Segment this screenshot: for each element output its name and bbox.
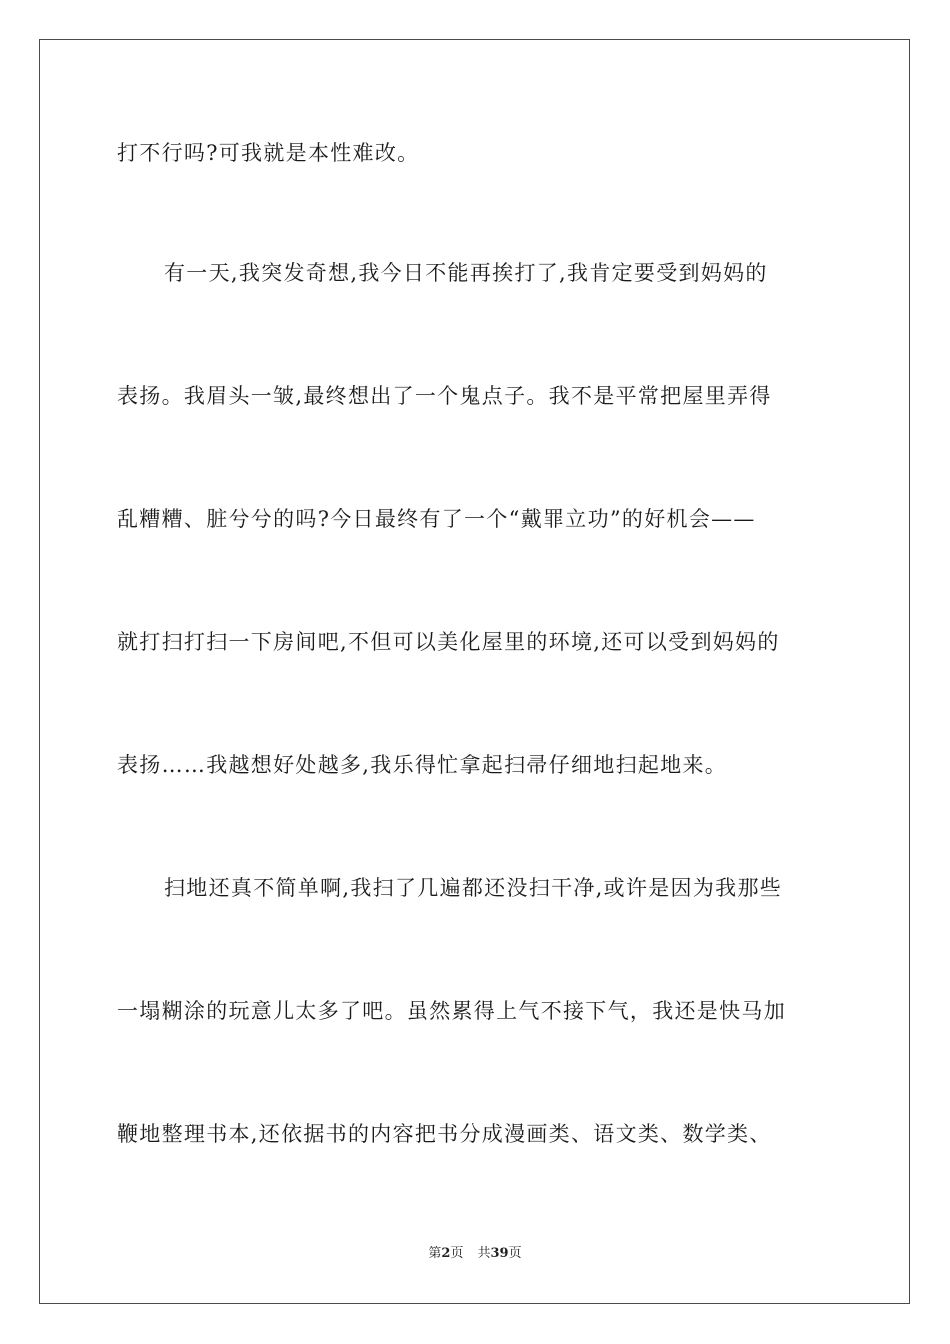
text-line-3: 表扬。我眉头一皱,最终想出了一个鬼点子。我不是平常把屋里弄得	[117, 384, 772, 408]
text-line-9: 鞭地整理书本,还依据书的内容把书分成漫画类、语文类、数学类、	[117, 1122, 772, 1146]
page-footer	[0, 1244, 950, 1264]
text-line-5: 就打扫打扫一下房间吧,不但可以美化屋里的环境,还可以受到妈妈的	[117, 630, 780, 654]
text-line-4: 乱糟糟、脏兮兮的吗?今日最终有了一个“戴罪立功”的好机会——	[117, 507, 756, 531]
text-line-8: 一塌糊涂的玩意儿太多了吧。虽然累得上气不接下气，我还是快马加	[117, 999, 786, 1023]
text-line-2: 有一天,我突发奇想,我今日不能再挨打了,我肯定要受到妈妈的	[164, 261, 768, 285]
page-border	[39, 39, 910, 1304]
text-line-1: 打不行吗?可我就是本性难改。	[117, 141, 420, 165]
text-line-6: 表扬……我越想好处越多,我乐得忙拿起扫帚仔细地扫起地来。	[117, 753, 728, 777]
page-number: 2	[441, 1246, 451, 1261]
page-prefix: 第	[428, 1246, 442, 1261]
text-line-7: 扫地还真不简单啊,我扫了几遍都还没扫干净,或许是因为我那些	[164, 876, 783, 900]
total-prefix: 共	[477, 1246, 491, 1261]
total-suffix: 页	[508, 1246, 522, 1261]
page-suffix: 页	[450, 1246, 464, 1261]
total-pages: 39	[490, 1246, 509, 1261]
